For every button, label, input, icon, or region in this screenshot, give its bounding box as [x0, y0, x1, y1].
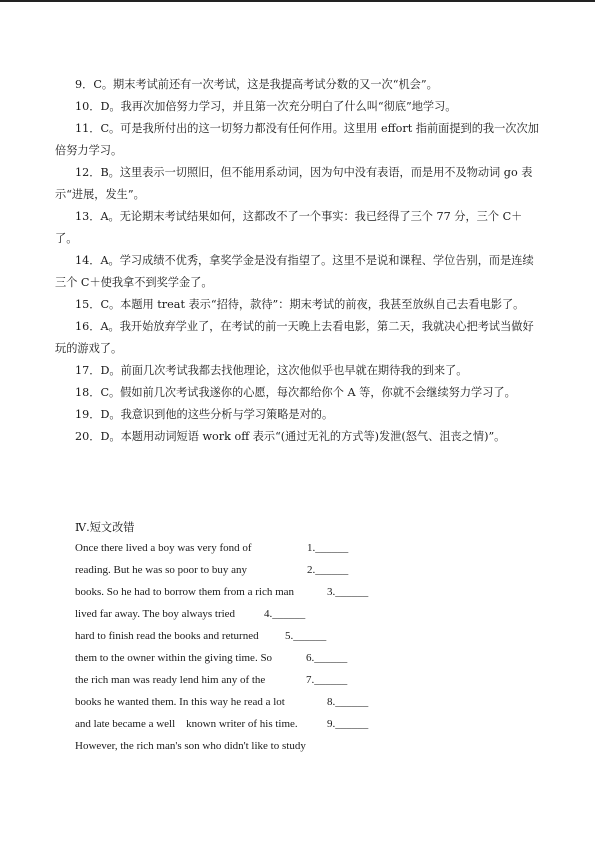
item-text: A。无论期末考试结果如何，这都改不了一个事实：我已经得了三个 77 分，三个 C＋了。 [55, 210, 523, 245]
answer-item [55, 426, 543, 448]
item-number: 18． [75, 386, 101, 399]
item-number: 9． [75, 78, 94, 91]
line-text: books he wanted them. In this way he read a lot [75, 696, 285, 708]
item-text: C。假如前几次考试我遂你的心愿，每次都给你个 A 等，你就不会继续努力学习了。 [100, 386, 516, 399]
answer-item [55, 206, 543, 250]
line-text: and late became a well known writer of his time. [75, 718, 298, 730]
error-correction-passage [75, 537, 545, 757]
answer-blank[interactable]: 2.______ [307, 564, 349, 576]
answer-item [55, 360, 543, 382]
item-number: 20． [75, 430, 101, 443]
answer-blank[interactable]: 5.______ [285, 630, 327, 642]
item-text: C。本题用 treat 表示“招待，款待”：期末考试的前夜，我甚至放纵自己去看电影了。 [100, 298, 525, 311]
section-heading: Ⅳ.短文改错 [75, 521, 135, 534]
line-text: Once there lived a boy was very fond of [75, 542, 252, 554]
passage-line [75, 559, 545, 581]
item-number: 17． [75, 364, 101, 377]
answer-blank[interactable]: 1.______ [307, 542, 349, 554]
line-text: them to the owner within the giving time. So [75, 652, 273, 664]
answer-item [55, 382, 543, 404]
line-text: However, the rich man's son who didn't like to study [75, 740, 306, 752]
page-top-border [0, 0, 595, 2]
passage-line [75, 691, 545, 713]
passage-line [75, 625, 545, 647]
answer-blank[interactable]: 4.______ [264, 608, 306, 620]
item-number: 15． [75, 298, 101, 311]
answer-item [55, 118, 543, 162]
item-number: 16． [75, 320, 101, 333]
line-text: hard to finish read the books and returned [75, 630, 259, 642]
item-text: C。可是我所付出的这一切努力都没有任何作用。这里用 effort 指前面提到的我一次次加倍努力学习。 [55, 122, 539, 157]
line-text: the rich man was ready lend him any of the [75, 674, 266, 686]
item-text: B。这里表示一切照旧，但不能用系动词，因为句中没有表语，而是用不及物动词 go 表示“进展，发生”。 [55, 166, 533, 201]
passage-line [75, 713, 545, 735]
item-text: D。本题用动词短语 work off 表示“(通过无礼的方式等)发泄(怒气、沮丧之情)”。 [100, 430, 506, 443]
passage-line [75, 581, 545, 603]
answer-blank[interactable]: 9.______ [327, 718, 369, 730]
answer-explanations [55, 74, 543, 448]
passage-line [75, 647, 545, 669]
item-text: C。期末考试前还有一次考试，这是我提高考试分数的又一次“机会”。 [93, 78, 438, 91]
answer-blank[interactable]: 8.______ [327, 696, 369, 708]
answer-item [55, 250, 543, 294]
item-number: 13． [75, 210, 101, 223]
answer-item [55, 316, 543, 360]
line-text: lived far away. The boy always tried [75, 608, 236, 620]
answer-item [55, 96, 543, 118]
line-text: books. So he had to borrow them from a rich man [75, 586, 295, 598]
line-text: reading. But he was so poor to buy any [75, 564, 247, 576]
answer-item [55, 294, 543, 316]
passage-line [75, 669, 545, 691]
answer-item [55, 404, 543, 426]
answer-item [55, 74, 543, 96]
item-text: D。我再次加倍努力学习，并且第一次充分明白了什么叫“彻底”地学习。 [100, 100, 457, 113]
passage-line [75, 537, 545, 559]
item-text: D。前面几次考试我都去找他理论，这次他似乎也早就在期待我的到来了。 [100, 364, 468, 377]
answer-blank[interactable]: 3.______ [327, 586, 369, 598]
item-number: 10． [75, 100, 101, 113]
item-text: A。我开始放弃学业了，在考试的前一天晚上去看电影，第二天，我就决心把考试当做好玩的游戏了。 [55, 320, 534, 355]
item-number: 19． [75, 408, 101, 421]
item-number: 11． [75, 122, 101, 135]
answer-item [55, 162, 543, 206]
item-text: A。学习成绩不优秀，拿奖学金是没有指望了。这里不是说和课程、学位告别，而是连续三个 C＋使我拿不到奖学金了。 [55, 254, 534, 289]
answer-blank[interactable]: 6.______ [306, 652, 348, 664]
item-number: 14． [75, 254, 101, 267]
item-text: D。我意识到他的这些分析与学习策略是对的。 [100, 408, 334, 421]
passage-line [75, 735, 545, 757]
item-number: 12． [75, 166, 101, 179]
answer-blank[interactable]: 7.______ [306, 674, 348, 686]
passage-line [75, 603, 545, 625]
